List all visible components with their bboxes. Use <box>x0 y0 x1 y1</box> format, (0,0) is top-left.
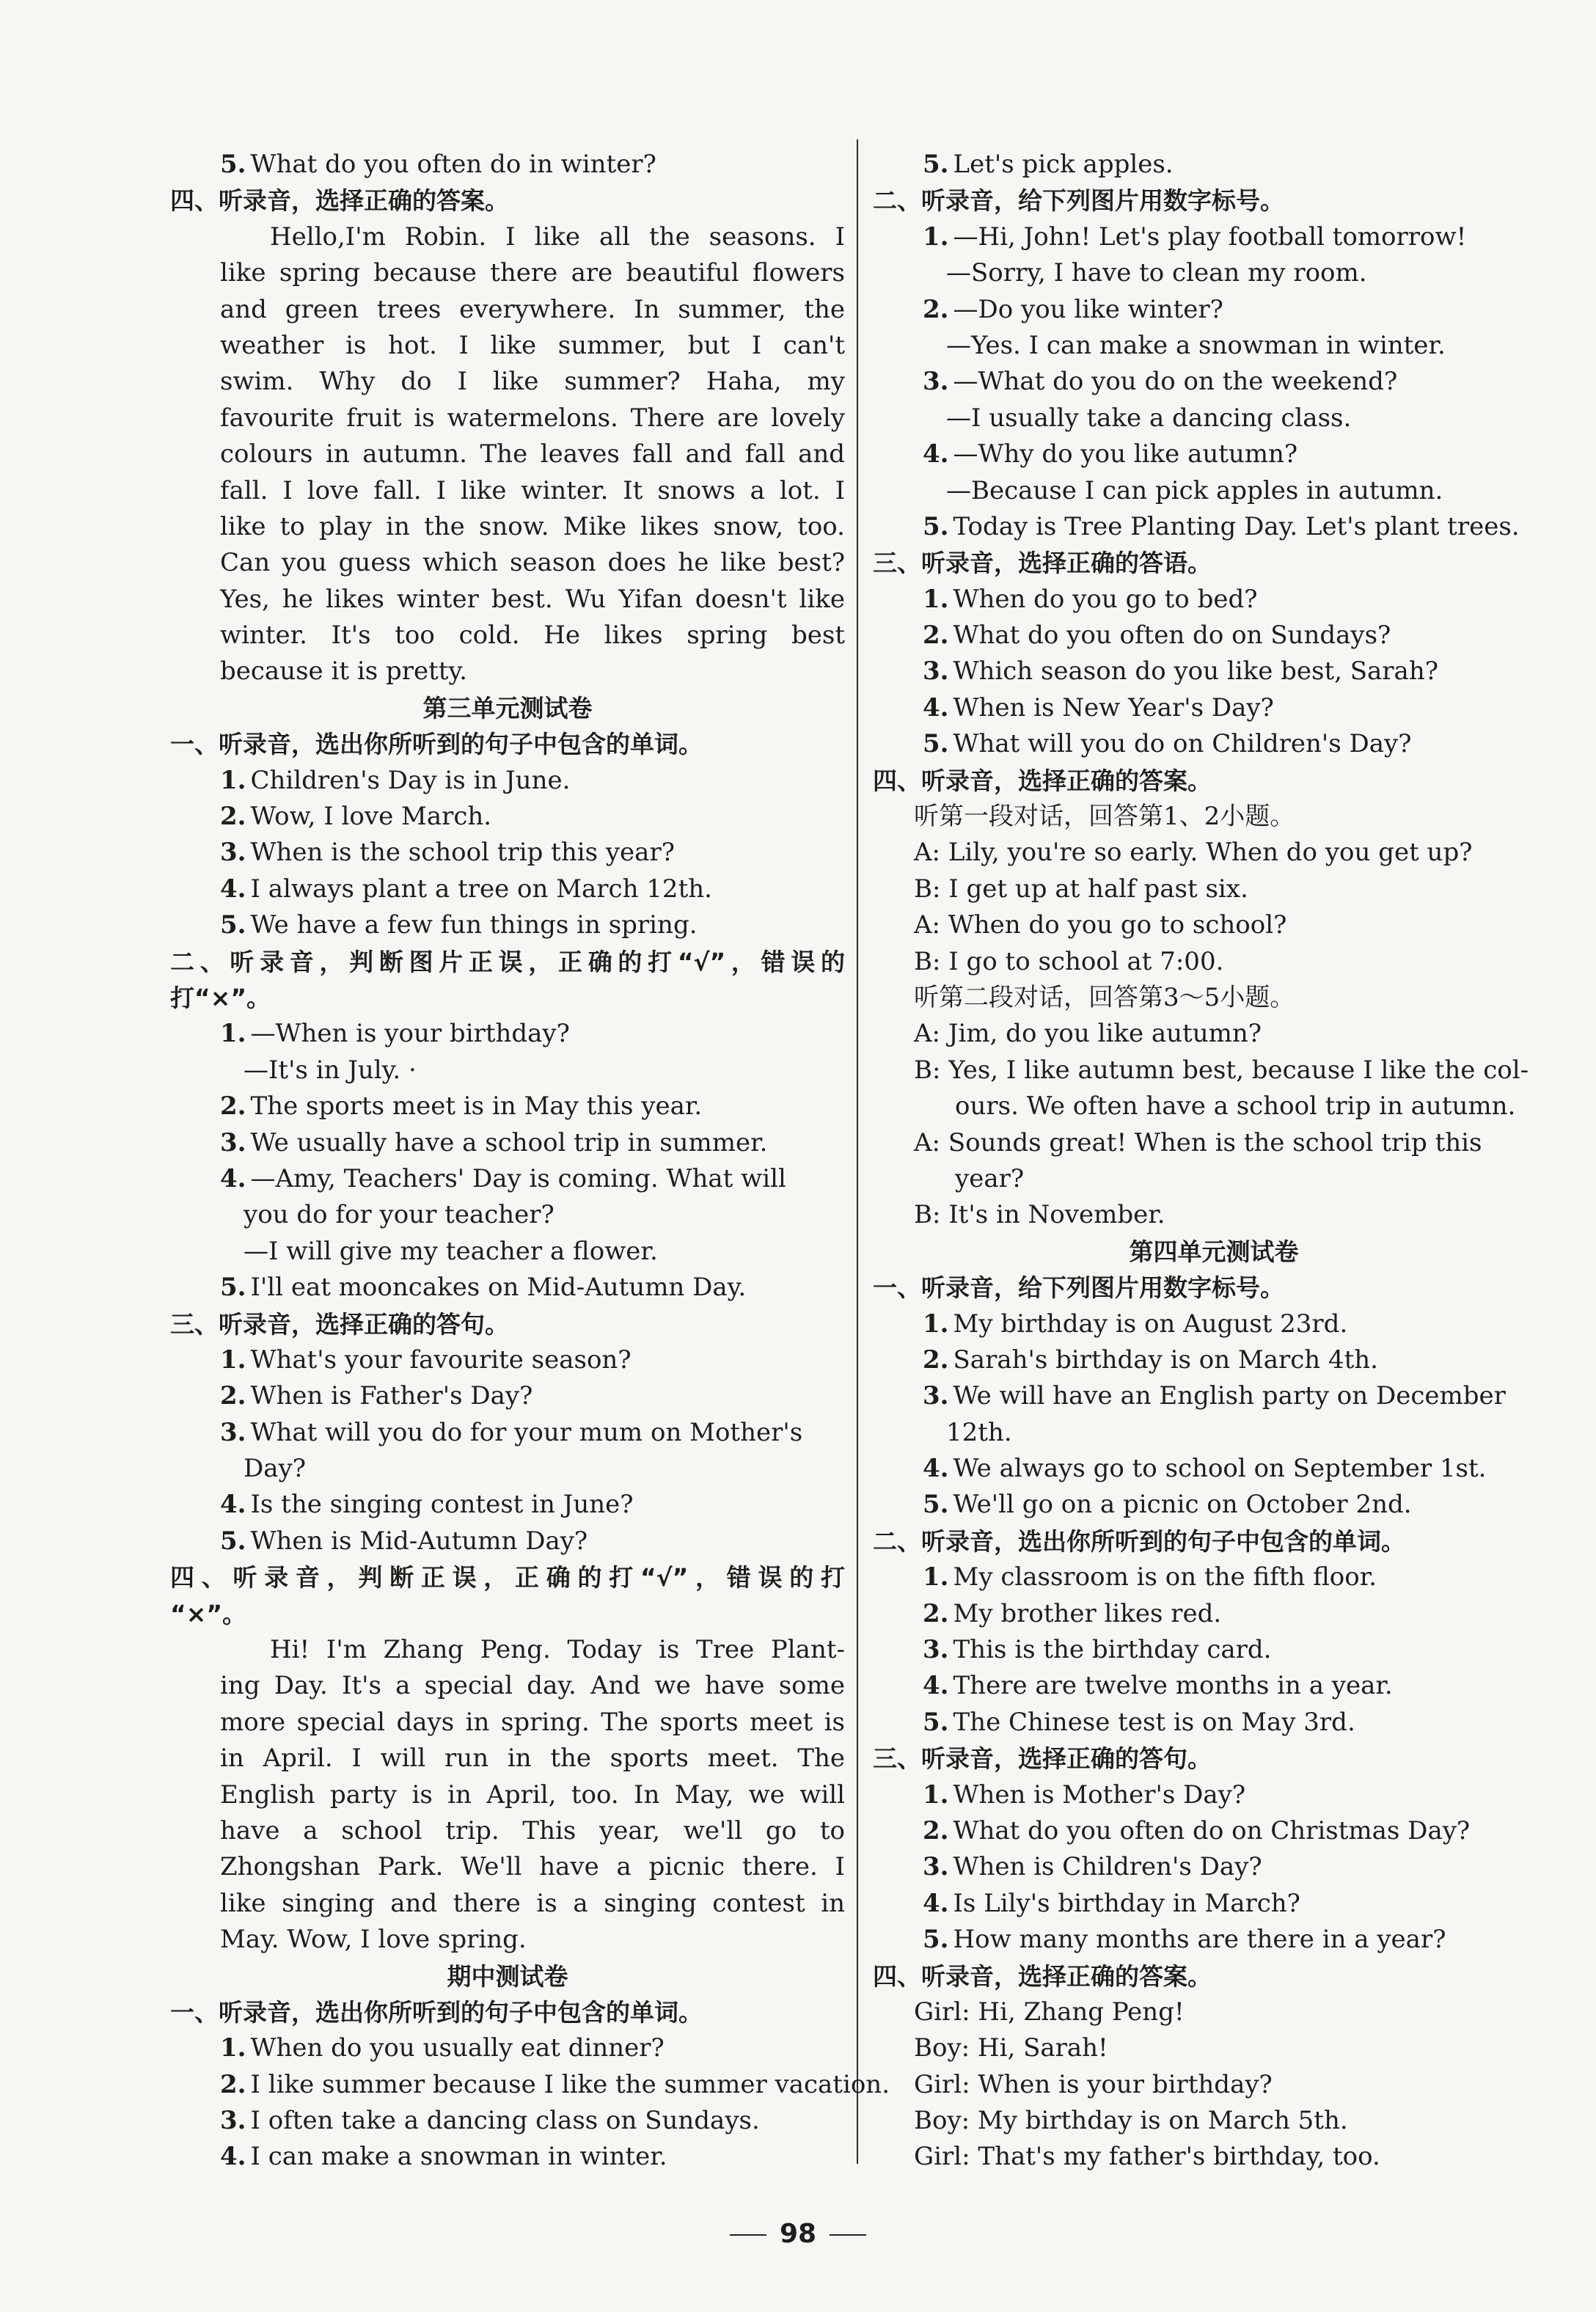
dialog-line: A: Lily, you're so early. When do you get up? <box>914 838 1473 868</box>
list-item: 2. Sarah's birthday is on March 4th. <box>923 1345 1378 1375</box>
list-item: 2. I like summer because I like the summer vacation. <box>220 2069 890 2099</box>
passage-line: and green trees everywhere. In summer, the <box>220 294 845 324</box>
list-item: 1. When do you usually eat dinner? <box>220 2033 665 2063</box>
section-heading: 三、听录音，选择正确的答语。 <box>873 549 1212 578</box>
list-item: 5. What do you often do in winter? <box>220 150 656 179</box>
page-number: 98 <box>0 2219 1596 2249</box>
passage-line: more special days in spring. The sports meet is <box>220 1707 845 1737</box>
list-item: 5. I'll eat mooncakes on Mid-Autumn Day. <box>220 1273 747 1303</box>
passage-line: fall. I love fall. I like winter. It snows a lot. I <box>220 475 845 505</box>
list-item: 4. —Amy, Teachers' Day is coming. What will <box>220 1163 786 1193</box>
list-item: 4. I can make a snowman in winter. <box>220 2142 667 2172</box>
item-list <box>170 1342 845 1559</box>
list-item: 3. We will have an English party on December <box>923 1381 1506 1411</box>
section-heading: 三、听录音，选择正确的答句。 <box>873 1744 1212 1774</box>
list-item-continuation: —I will give my teacher a flower. <box>244 1236 658 1266</box>
passage-line: Zhongshan Park. We'll have a picnic there. I <box>220 1852 845 1882</box>
unit4-title: 第四单元测试卷 <box>1129 1237 1299 1266</box>
item-list <box>873 582 1555 763</box>
list-item: 3. When is Children's Day? <box>923 1852 1262 1882</box>
list-item: 1. —When is your birthday? <box>220 1019 570 1049</box>
passage-line: swim. Why do I like summer? Haha, my <box>220 367 845 397</box>
instruction: 听第一段对话，回答第1、2小题。 <box>914 802 1295 832</box>
instruction: 听第二段对话，回答第3～5小题。 <box>914 982 1295 1012</box>
list-item: 5. How many months are there in a year? <box>923 1925 1446 1955</box>
passage-line: Can you guess which season does he like best? <box>220 548 845 578</box>
dialog-line: Boy: Hi, Sarah! <box>914 2033 1108 2063</box>
list-item: 5. Let's pick apples. <box>923 150 1174 179</box>
dialog-line: Girl: That's my father's birthday, too. <box>914 2142 1380 2172</box>
passage <box>170 1632 845 1958</box>
dialog-line: Girl: Hi, Zhang Peng! <box>914 1997 1185 2027</box>
list-item: 3. This is the birthday card. <box>923 1635 1272 1665</box>
list-item: 5. We have a few fun things in spring. <box>220 910 698 940</box>
dialog-line: B: I go to school at 7:00. <box>914 946 1224 976</box>
list-item-continuation: —Sorry, I have to clean my room. <box>946 258 1367 288</box>
passage-line: winter. It's too cold. He likes spring best <box>220 621 845 651</box>
item-list <box>170 2030 890 2176</box>
dialog-line: B: It's in November. <box>914 1200 1165 1230</box>
list-item: 2. What do you often do on Christmas Day? <box>923 1815 1471 1845</box>
item-list <box>873 1559 1555 1741</box>
passage <box>170 219 845 690</box>
item-list <box>873 1777 1555 1958</box>
dialog-line: Boy: My birthday is on March 5th. <box>914 2106 1348 2136</box>
passage-line: English party is in April, too. In May, we will <box>220 1779 845 1810</box>
passage-line: colours in autumn. The leaves fall and fall and <box>220 439 845 469</box>
list-item: 1. When is Mother's Day? <box>923 1779 1246 1810</box>
list-item: 3. —What do you do on the weekend? <box>923 367 1398 397</box>
midterm-title: 期中测试卷 <box>447 1961 568 1991</box>
list-item-continuation: —It's in July. · <box>244 1055 417 1085</box>
dialog-line: year? <box>955 1163 1025 1193</box>
section-heading: 一、听录音，选出你所听到的句子中包含的单词。 <box>170 730 703 759</box>
section-heading: 二、听录音，选出你所听到的句子中包含的单词。 <box>873 1526 1405 1556</box>
list-item: 1. Children's Day is in June. <box>220 765 571 795</box>
passage-line: Hi! I'm Zhang Peng. Today is Tree Plant- <box>270 1635 845 1665</box>
list-item: 2. —Do you like winter? <box>923 294 1223 324</box>
section-heading: 三、听录音，选择正确的答句。 <box>170 1309 509 1339</box>
unit3-title: 第三单元测试卷 <box>422 693 593 722</box>
section-heading: 二、听录音，判断图片正误，正确的打“√”，错误的 <box>170 947 845 976</box>
passage-line: like to play in the snow. Mike likes snow, too. <box>220 511 845 541</box>
list-item: 3. When is the school trip this year? <box>220 838 675 868</box>
section-heading: 四、听录音，选择正确的答案。 <box>873 1961 1212 1991</box>
list-item: 4. We always go to school on September 1st. <box>923 1454 1487 1484</box>
list-item-continuation: you do for your teacher? <box>244 1200 554 1230</box>
list-item: 5. What will you do on Children's Day? <box>923 729 1412 759</box>
item-list <box>170 763 845 944</box>
list-item: 4. —Why do you like autumn? <box>923 439 1298 469</box>
list-item: 3. What will you do for your mum on Mother's <box>220 1417 803 1447</box>
list-item: 2. The sports meet is in May this year. <box>220 1091 703 1122</box>
dialog-line: A: When do you go to school? <box>914 910 1287 940</box>
section-heading: 四、听录音，选择正确的答案。 <box>170 186 509 216</box>
passage-line: May. Wow, I love spring. <box>220 1925 527 1955</box>
passage-line: because it is pretty. <box>220 656 467 687</box>
column-divider <box>857 139 858 2164</box>
section-heading: 一、听录音，给下列图片用数字标号。 <box>873 1273 1284 1303</box>
section-heading: 四、听录音，选择正确的答案。 <box>873 766 1212 795</box>
left-column <box>170 147 890 2176</box>
list-item: 5. When is Mid-Autumn Day? <box>220 1526 588 1556</box>
list-item: 3. I often take a dancing class on Sundays. <box>220 2106 760 2136</box>
section-heading: 二、听录音，给下列图片用数字标号。 <box>873 186 1284 216</box>
list-item: 5. Today is Tree Planting Day. Let's plant trees. <box>923 511 1520 541</box>
passage-line: like spring because there are beautiful flowers <box>220 258 845 288</box>
dialog-line: Girl: When is your birthday? <box>914 2069 1273 2099</box>
passage-line: ing Day. It's a special day. And we have some <box>220 1671 845 1701</box>
list-item: 5. We'll go on a picnic on October 2nd. <box>923 1490 1412 1520</box>
passage-line: have a school trip. This year, we'll go to <box>220 1815 845 1845</box>
list-item: 4. There are twelve months in a year. <box>923 1671 1393 1701</box>
list-item: 5. The Chinese test is on May 3rd. <box>923 1707 1355 1737</box>
section-heading-cont: “×”。 <box>170 1599 247 1628</box>
dialog-line: B: I get up at half past six. <box>914 874 1248 904</box>
list-item: 2. Wow, I love March. <box>220 802 492 832</box>
passage-line: like singing and there is a singing contest in <box>220 1888 845 1918</box>
item-list <box>873 1306 1555 1523</box>
list-item: 2. My brother likes red. <box>923 1598 1222 1628</box>
dialog-line: A: Jim, do you like autumn? <box>914 1019 1262 1049</box>
passage-line: Yes, he likes winter best. Wu Yifan doesn't like <box>220 584 845 614</box>
passage-line: Hello,I'm Robin. I like all the seasons. I <box>270 222 845 252</box>
list-item: 4. Is Lily's birthday in March? <box>923 1888 1300 1918</box>
dialog <box>873 1994 1555 2176</box>
list-item-continuation: 12th. <box>946 1417 1012 1447</box>
list-item: 1. When do you go to bed? <box>923 584 1258 614</box>
list-item-continuation: —Yes. I can make a snowman in winter. <box>946 330 1446 360</box>
list-item: 1. What's your favourite season? <box>220 1345 632 1375</box>
section-heading-cont: 打“×”。 <box>170 983 271 1012</box>
dialog-line: ours. We often have a school trip in autumn. <box>955 1091 1516 1122</box>
list-item-continuation: Day? <box>244 1454 306 1484</box>
list-item: 4. Is the singing contest in June? <box>220 1490 634 1520</box>
list-item: 3. Which season do you like best, Sarah? <box>923 656 1438 687</box>
list-item: 1. My birthday is on August 23rd. <box>923 1309 1348 1339</box>
passage-line: in April. I will run in the sports meet. The <box>220 1744 845 1774</box>
list-item-continuation: —Because I can pick apples in autumn. <box>946 475 1443 505</box>
list-item: 4. I always plant a tree on March 12th. <box>220 874 712 904</box>
list-item: 3. We usually have a school trip in summer. <box>220 1127 768 1157</box>
list-item: 1. My classroom is on the fifth floor. <box>923 1562 1377 1592</box>
dialog-line: B: Yes, I like autumn best, because I like the col- <box>914 1055 1529 1085</box>
passage-line: weather is hot. I like summer, but I can't <box>220 330 845 360</box>
dialog-line: A: Sounds great! When is the school trip this <box>914 1127 1482 1157</box>
list-item: 2. What do you often do on Sundays? <box>923 621 1391 651</box>
list-item: 2. When is Father's Day? <box>220 1381 533 1411</box>
section-heading: 一、听录音，选出你所听到的句子中包含的单词。 <box>170 1997 703 2027</box>
list-item: 1. —Hi, John! Let's play football tomorrow! <box>923 222 1467 252</box>
list-item: 4. When is New Year's Day? <box>923 692 1274 722</box>
right-column <box>873 147 1555 2176</box>
item-list <box>170 1016 845 1306</box>
section-heading: 四、听录音，判断正误，正确的打“√”，错误的打 <box>170 1563 845 1592</box>
item-list <box>873 219 1555 546</box>
list-item-continuation: —I usually take a dancing class. <box>946 403 1352 433</box>
passage-line: favourite fruit is watermelons. There are lovely <box>220 403 845 433</box>
dialog <box>873 835 1555 980</box>
